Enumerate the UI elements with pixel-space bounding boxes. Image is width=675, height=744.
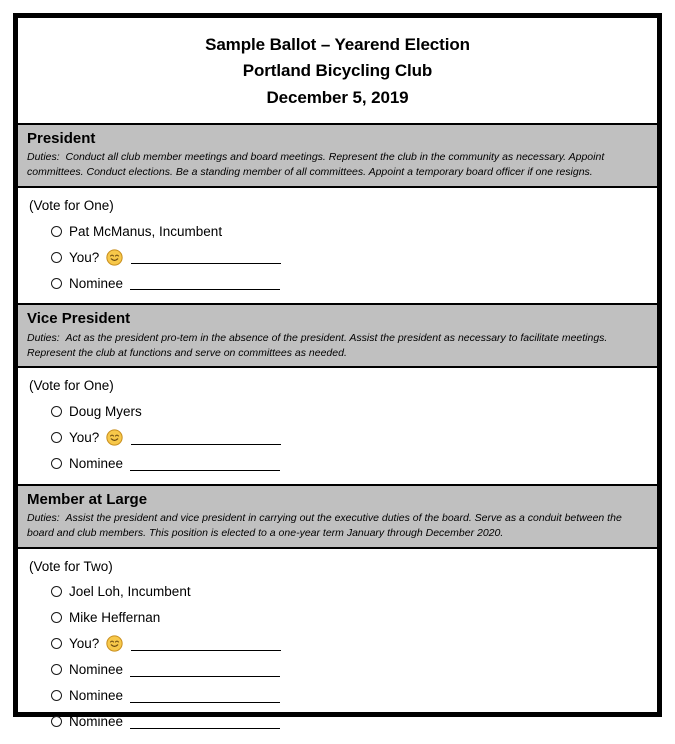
office-header-president [18,125,657,188]
candidate-row[interactable] [51,244,648,270]
vote-circle-icon[interactable] [51,664,62,675]
duties-text: Act as the president pro-tem in the absence of the president. Assist the president as necessary to facilitate meetings. Represent the club at functions and serve on committees as needed. [27,331,608,359]
ballot-sections [18,125,657,742]
vote-instruction: (Vote for Two) [29,558,113,574]
office-duties [27,150,648,180]
candidate-row[interactable] [51,709,648,735]
candidate-list-vice-president [27,399,648,477]
office-header-vice-president [18,305,657,368]
office-duties [27,511,648,541]
ballot-document [13,13,662,730]
candidate-row[interactable] [51,425,648,451]
candidate-name: Mike Heffernan [69,610,161,626]
candidate-name: You? [69,430,100,446]
candidate-name: Pat McManus, Incumbent [69,223,223,239]
vote-circle-icon[interactable] [51,432,62,443]
vote-circle-icon[interactable] [51,716,62,727]
vote-body-president [18,188,657,305]
vote-circle-icon[interactable] [51,586,62,597]
write-in-line[interactable] [130,663,280,677]
vote-circle-icon[interactable] [51,638,62,649]
office-header-member-at-large [18,486,657,549]
ballot-title-line-2: Portland Bicycling Club [242,61,433,81]
smiling-face-with-smiling-eyes-icon [106,429,123,446]
candidate-list-president [27,218,648,296]
duties-label: Duties: [27,511,60,524]
candidate-name: Nominee [69,456,124,472]
ballot-title-line-3: December 5, 2019 [266,87,409,107]
vote-body-vice-president [18,368,657,485]
office-title: President [27,130,96,148]
duties-text: Assist the president and vice president in carrying out the executive duties of the board. Serve as a conduit between the board and club members. This position is elected to a one-year term January through December 2020. [27,511,622,539]
write-in-line[interactable] [130,276,280,290]
write-in-line[interactable] [130,715,280,729]
write-in-line[interactable] [130,689,280,703]
duties-label: Duties: [27,151,60,164]
candidate-name: Doug Myers [69,404,142,420]
candidate-list-member-at-large [27,579,648,735]
candidate-name: You? [69,636,100,652]
smiling-face-with-smiling-eyes-icon [106,249,123,266]
candidate-row[interactable] [51,683,648,709]
candidate-row[interactable] [51,579,648,605]
candidate-row[interactable] [51,605,648,631]
office-section-member-at-large [18,486,657,742]
candidate-row[interactable] [51,451,648,477]
candidate-name: Nominee [69,688,124,704]
candidate-name: Joel Loh, Incumbent [69,584,191,600]
write-in-line[interactable] [131,637,281,651]
candidate-row[interactable] [51,218,648,244]
vote-circle-icon[interactable] [51,406,62,417]
vote-instruction: (Vote for One) [29,198,114,214]
write-in-line[interactable] [131,250,281,264]
office-duties [27,331,648,361]
candidate-row[interactable] [51,270,648,296]
duties-text: Conduct all club member meetings and board meetings. Represent the club in the community as necessary. Appoint committees. Conduct elections. Be a standing member of all committees. Appoint a temporary board officer if one resigns. [27,151,605,179]
office-section-vice-president [18,305,657,485]
vote-circle-icon[interactable] [51,458,62,469]
vote-instruction: (Vote for One) [29,378,114,394]
ballot-title-block [18,18,657,125]
candidate-name: You? [69,249,100,265]
candidate-row[interactable] [51,399,648,425]
candidate-name: Nominee [69,275,124,291]
candidate-name: Nominee [69,662,124,678]
vote-circle-icon[interactable] [51,252,62,263]
candidate-row[interactable] [51,631,648,657]
vote-circle-icon[interactable] [51,690,62,701]
ballot-title-line-1: Sample Ballot – Yearend Election [205,35,470,54]
write-in-line[interactable] [131,431,281,445]
duties-label: Duties: [27,331,60,344]
write-in-line[interactable] [130,457,280,471]
vote-circle-icon[interactable] [51,226,62,237]
office-title: Vice President [27,310,131,328]
vote-circle-icon[interactable] [51,612,62,623]
smiling-face-with-smiling-eyes-icon [106,635,123,652]
candidate-row[interactable] [51,657,648,683]
office-title: Member at Large [27,490,148,508]
vote-body-member-at-large [18,549,657,742]
candidate-name: Nominee [69,714,124,730]
vote-circle-icon[interactable] [51,278,62,289]
office-section-president [18,125,657,305]
